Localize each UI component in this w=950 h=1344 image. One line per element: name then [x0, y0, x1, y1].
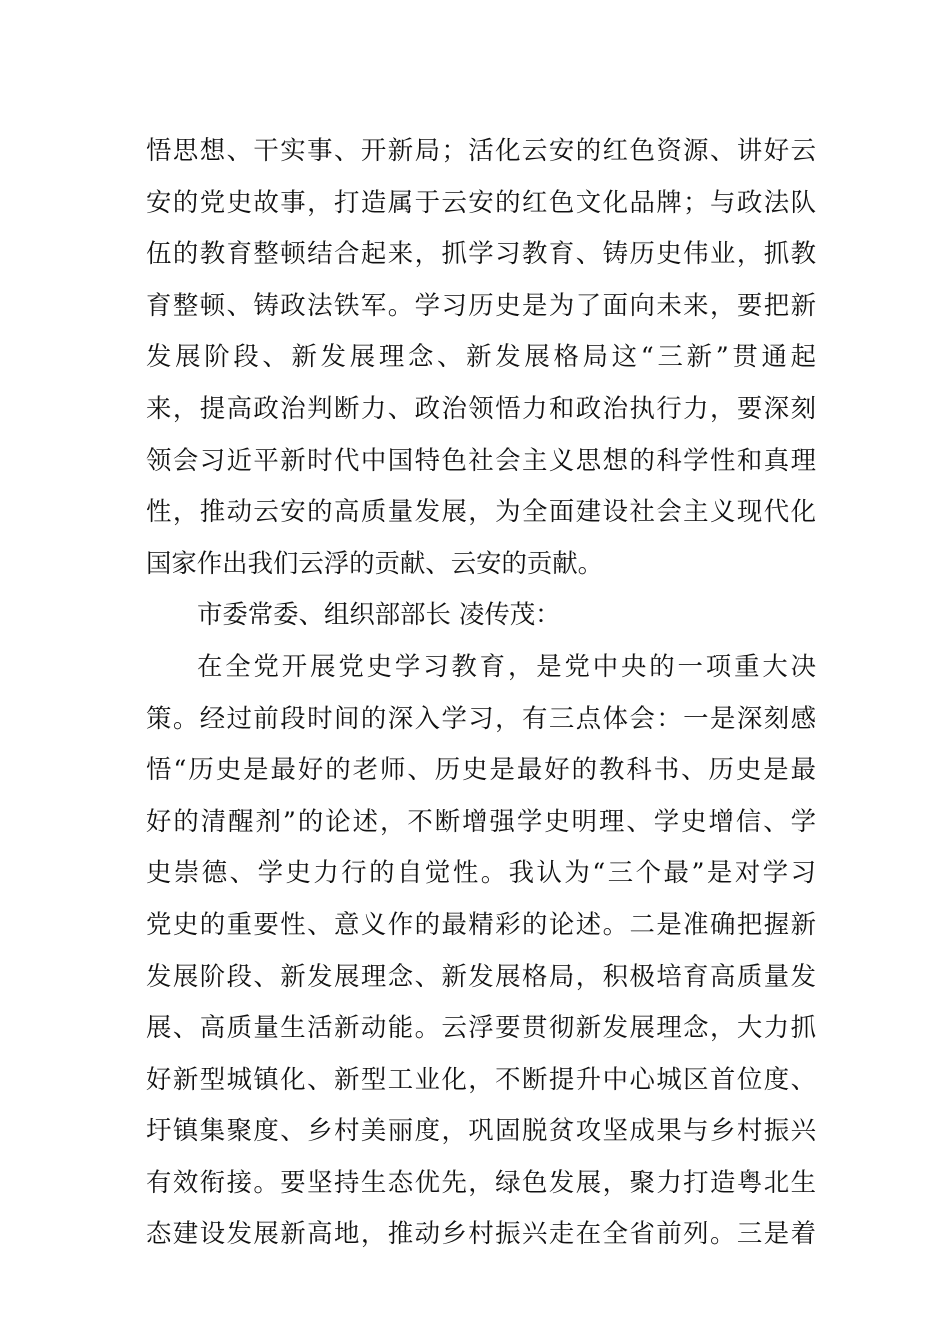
text-line: 性，推动云安的高质量发展，为全面建设社会主义现代化: [146, 496, 816, 527]
text-line: 领会习近平新时代中国特色社会主义思想的科学性和真理: [146, 444, 816, 475]
text-line: 悟“历史是最好的老师、历史是最好的教科书、历史是最: [146, 754, 816, 785]
text-line: 有效衔接。要坚持生态优先，绿色发展，聚力打造粤北生: [146, 1166, 816, 1197]
text-line: 发展阶段、新发展理念、新发展格局这“三新”贯通起: [146, 341, 816, 372]
text-line: 伍的教育整顿结合起来，抓学习教育、铸历史伟业，抓教: [146, 238, 816, 269]
text-line: 好的清醒剂”的论述，不断增强学史明理、学史增信、学: [146, 805, 816, 836]
text-line: 好新型城镇化、新型工业化，不断提升中心城区首位度、: [146, 1063, 816, 1094]
text-line: 安的党史故事，打造属于云安的红色文化品牌；与政法队: [146, 186, 816, 217]
text-line: 国家作出我们云浮的贡献、云安的贡献。: [146, 547, 604, 578]
document-body: [146, 125, 816, 1260]
text-line: 党史的重要性、意义作的最精彩的论述。二是准确把握新: [146, 908, 816, 939]
text-line: 育整顿、铸政法铁军。学习历史是为了面向未来，要把新: [146, 289, 816, 320]
text-line: 展、高质量生活新动能。云浮要贯彻新发展理念，大力抓: [146, 1012, 816, 1043]
paragraph-first-line: 在全党开展党史学习教育，是党中央的一项重大决: [197, 650, 816, 681]
text-line: 发展阶段、新发展理念、新发展格局，积极培育高质量发: [146, 960, 816, 991]
text-line: 策。经过前段时间的深入学习，有三点体会：一是深刻感: [146, 702, 816, 733]
text-line: 态建设发展新高地，推动乡村振兴走在全省前列。三是着: [146, 1218, 816, 1249]
text-line: 悟思想、干实事、开新局；活化云安的红色资源、讲好云: [146, 135, 816, 165]
speaker-heading: 市委常委、组织部部长 凌传茂：: [197, 599, 561, 630]
text-line: 史崇德、学史力行的自觉性。我认为“三个最”是对学习: [146, 857, 816, 888]
text-line: 来，提高政治判断力、政治领悟力和政治执行力，要深刻: [146, 392, 816, 423]
text-line: 圩镇集聚度、乡村美丽度，巩固脱贫攻坚成果与乡村振兴: [146, 1115, 816, 1146]
